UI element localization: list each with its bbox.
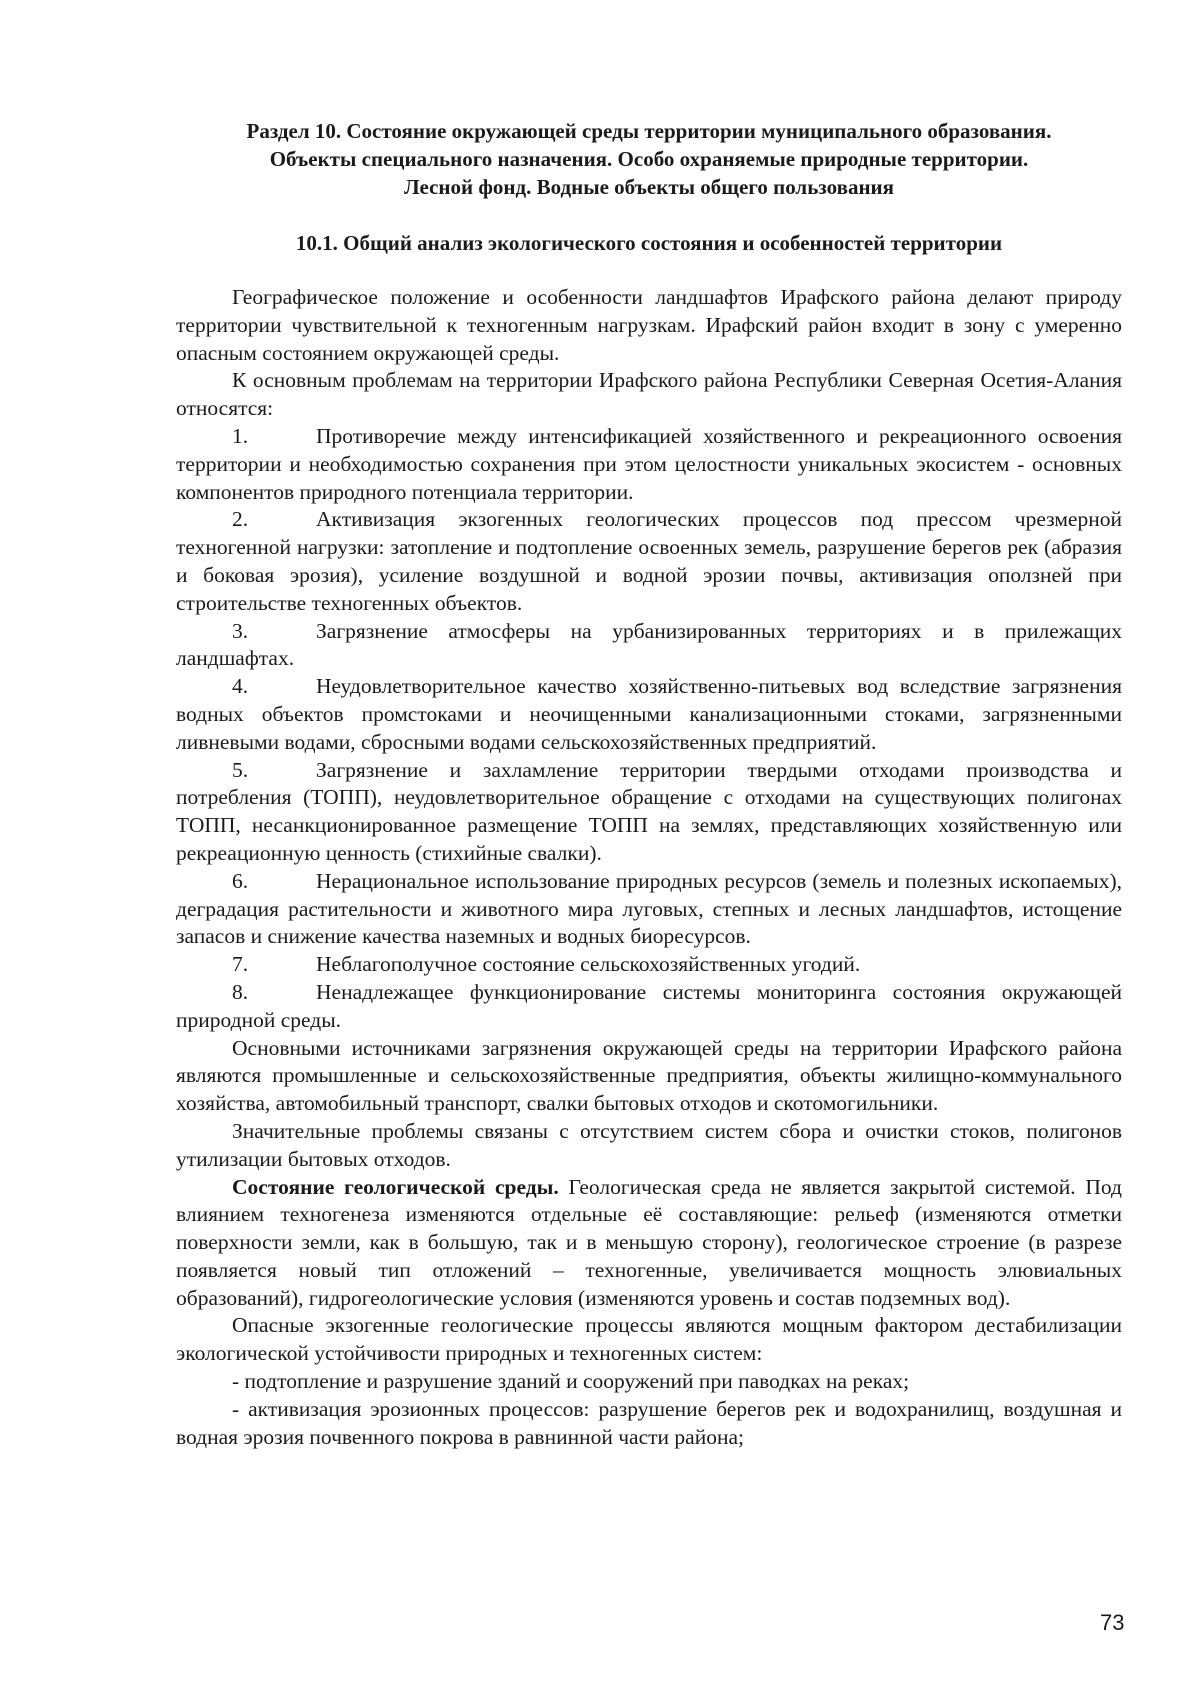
list-item-text: Неблагополучное состояние сельскохозяйственных угодий. — [316, 952, 861, 977]
list-item-text: Загрязнение атмосферы на урбанизированных территориях и в прилежащих ландшафтах. — [176, 618, 1122, 671]
geology-paragraph — [176, 1174, 1122, 1313]
list-item-number: 6. — [232, 868, 249, 893]
list-item — [176, 618, 1122, 674]
list-item-text: Активизация экзогенных геологических процессов под прессом чрезмерной техногенной нагрузки: затопление и подтопление освоенных земель, разрушение берегов рек (абразия и боковая эрозия), усиление воздушной и водной эрозии почвы, активизация оползней при строительстве техногенных объектов. — [176, 507, 1122, 615]
list-item-number: 2. — [232, 507, 249, 532]
page-content — [176, 117, 1122, 1451]
list-item-text: Ненадлежащее функционирование системы мониторинга состояния окружающей природной среды. — [176, 979, 1122, 1032]
list-item — [176, 673, 1122, 756]
intro-paragraph: Географическое положение и особенности ландшафтов Ирафского района делают природу территории чувствительной к техногенным нагрузкам. Ирафский район входит в зону с умеренно опасным состоянием окружающей среды. — [176, 285, 1122, 365]
list-item — [176, 757, 1122, 868]
list-item — [176, 506, 1122, 617]
section-heading-line-3: Лесной фонд. Водные объекты общего пользования — [403, 175, 894, 199]
section-heading-line-2: Объекты специального назначения. Особо охраняемые природные территории. — [269, 147, 1029, 171]
body-text — [176, 284, 1122, 1451]
geology-text: Геологическая среда не является закрытой системой. Под влиянием техногенеза изменяются отдельные её составляющие: рельеф (изменяются отметки поверхности земли, как в большую, так и в меньшую сторону), геологическое строение (в разрезе появляется новый тип отложений – техногенные, увеличивается мощность элювиальных образований), гидрогеологические условия (изменяются уровень и состав подземных вод). — [176, 1174, 1122, 1310]
page-number: 73 — [1100, 1610, 1125, 1635]
list-item — [176, 951, 1122, 979]
list-item — [176, 868, 1122, 951]
list-item-number: 7. — [232, 952, 249, 977]
list-item — [176, 979, 1122, 1035]
list-item-text: Неудовлетворительное качество хозяйственно-питьевых вод вследствие загрязнения водных объектов промстоками и неочищенными канализационными стоками, загрязненными ливневыми водами, сбросными водами сельскохозяйственных предприятий. — [176, 674, 1122, 754]
hazards-intro-paragraph: Опасные экзогенные геологические процессы являются мощным фактором дестабилизации экологической устойчивости природных и техногенных систем: — [176, 1313, 1122, 1366]
list-item-number: 1. — [232, 423, 249, 448]
list-item — [176, 423, 1122, 506]
section-heading — [176, 117, 1122, 201]
section-heading-line-1: Раздел 10. Состояние окружающей среды территории муниципального образования. — [246, 119, 1052, 143]
issues-paragraph: Значительные проблемы связаны с отсутствием систем сбора и очистки стоков, полигонов утилизации бытовых отходов. — [176, 1118, 1122, 1171]
list-item-text: Противоречие между интенсификацией хозяйственного и рекреационного освоения территории и необходимостью сохранения при этом целостности уникальных экосистем - основных компонентов природного потенциала территории. — [176, 423, 1122, 504]
hazard-item: - активизация эрозионных процессов: разрушение берегов рек и водохранилищ, воздушная и водная эрозия почвенного покрова в равнинной части района; — [176, 1396, 1122, 1449]
list-item-text: Нерациональное использование природных ресурсов (земель и полезных ископаемых), деградация растительности и животного мира луговых, степных и лесных ландшафтов, истощение запасов и снижение качества наземных и водных биоресурсов. — [176, 868, 1122, 949]
subsection-heading: 10.1. Общий анализ экологического состояния и особенностей территории — [295, 231, 1003, 255]
list-item-number: 3. — [232, 618, 249, 643]
list-item-number: 5. — [232, 757, 249, 782]
list-item-number: 4. — [232, 674, 249, 699]
list-item-number: 8. — [232, 979, 249, 1004]
sources-paragraph: Основными источниками загрязнения окружающей среды на территории Ирафского района являются промышленные и сельскохозяйственные предприятия, объекты жилищно-коммунального хозяйства, автомобильный транспорт, свалки бытовых отходов и скотомогильники. — [176, 1035, 1122, 1116]
problems-intro-paragraph: К основным проблемам на территории Ирафского района Республики Северная Осетия-Алания относятся: — [176, 368, 1122, 421]
list-item-text: Загрязнение и захламление территории твердыми отходами производства и потребления (ТОПП), неудовлетворительное обращение с отходами на существующих полигонах ТОПП, несанкционированное размещение ТОПП на землях, представляющих хозяйственную или рекреационную ценность (стихийные свалки). — [176, 757, 1122, 865]
hazard-item: - подтопление и разрушение зданий и сооружений при паводках на реках; — [232, 1369, 910, 1394]
geology-lead: Состояние геологической среды. — [232, 1174, 559, 1199]
